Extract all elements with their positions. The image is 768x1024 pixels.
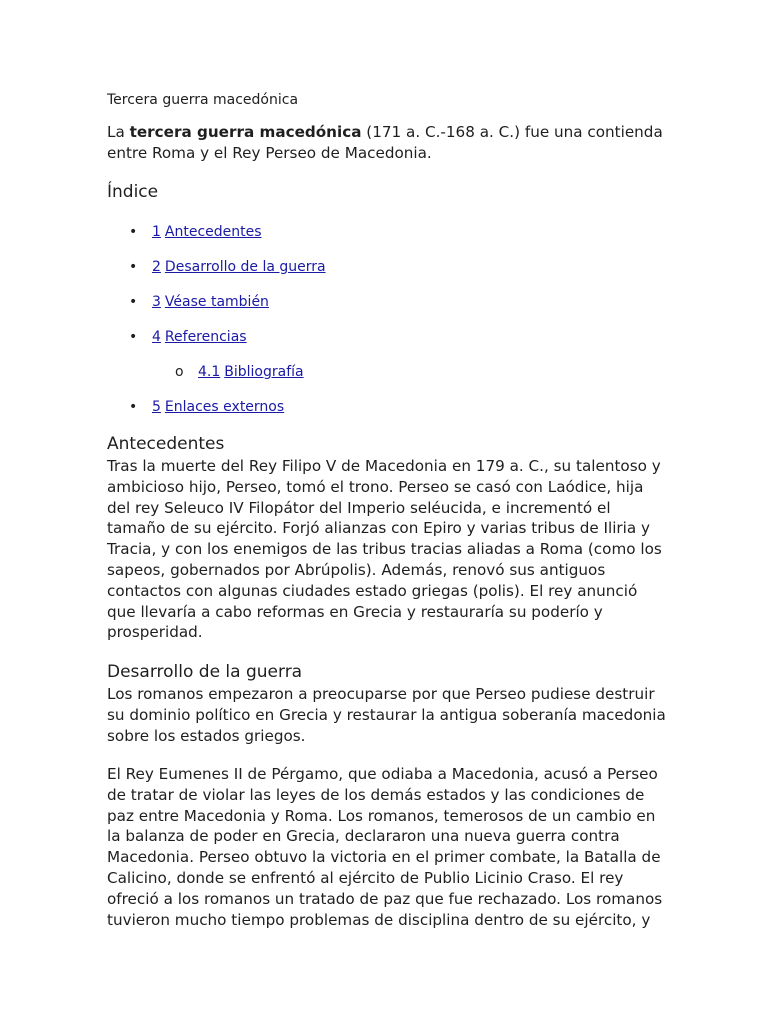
intro-paragraph [107, 122, 667, 164]
toc-item-vease [129, 293, 269, 311]
toc-num-link-4-1[interactable]: 4.1 [198, 364, 221, 380]
bullet-icon: • [129, 329, 138, 345]
toc-link-referencias[interactable]: Referencias [164, 329, 247, 345]
toc-item-antecedentes [129, 223, 262, 241]
intro-prefix: La [107, 123, 130, 141]
paragraph-antecedentes: Tras la muerte del Rey Filipo V de Macedonia en 179 a. C., su talentoso y ambicioso hijo, Perseo, tomó el trono. Perseo se casó con Laódice, hija del rey Seleuco IV Filopátor del Imperio seléucida, e incrementó el tamaño de su ejército. Forjó alianzas con Epiro y varias tribus de Iliria y Tracia, y con los enemigos de las tribus tracias aliadas a Roma (como los sapeos, gobernados por Abrúpolis). Además, renovó sus antiguos contactos con algunas ciudades estado griegas (polis). El rey anunció que llevaría a cabo reformas en Grecia y restauraría su poderío y prosperidad. [107, 457, 662, 642]
toc-link-vease[interactable]: Véase también [164, 294, 269, 310]
toc-heading: Índice [107, 182, 159, 202]
paragraph-desarrollo-2: El Rey Eumenes II de Pérgamo, que odiaba a Macedonia, acusó a Perseo de tratar de violar las leyes de los demás estados y las condiciones de paz entre Macedonia y Roma. Los romanos, temerosos de un cambio en la balanza de poder en Grecia, declararon una nueva guerra contra Macedonia. Perseo obtuvo la victoria en el primer combate, la Batalla de Calicino, donde se enfrentó al ejército de Publio Licinio Craso. El rey ofreció a los romanos un tratado de paz que fue rechazado. Los romanos tuvieron mucho tiempo problemas de disciplina dentro de su ejército, y [107, 765, 663, 929]
toc-num-link-2[interactable]: 2 [152, 259, 161, 275]
toc-link-antecedentes[interactable]: Antecedentes [164, 224, 262, 240]
bullet-icon: • [129, 259, 138, 275]
toc-link-bibliografia[interactable]: Bibliografía [224, 364, 304, 380]
toc-item-bibliografia [175, 363, 304, 381]
bullet-icon: • [129, 294, 138, 310]
paragraph-desarrollo-1: Los romanos empezaron a preocuparse por que Perseo pudiese destruir su dominio político en Grecia y restaurar la antigua soberanía macedonia sobre los estados griegos. [107, 685, 666, 745]
toc-num-link-1[interactable]: 1 [152, 224, 161, 240]
section-heading-desarrollo: Desarrollo de la guerra [107, 662, 303, 682]
intro-bold-term: tercera guerra macedónica [129, 123, 362, 141]
toc-item-referencias [129, 328, 247, 346]
toc-num-link-3[interactable]: 3 [152, 294, 161, 310]
toc-link-desarrollo[interactable]: Desarrollo de la guerra [164, 259, 326, 275]
toc-item-enlaces [129, 398, 285, 416]
document-title: Tercera guerra macedónica [107, 92, 299, 108]
section-heading-antecedentes: Antecedentes [107, 434, 225, 454]
bullet-icon: • [129, 224, 138, 240]
toc-num-link-4[interactable]: 4 [152, 329, 161, 345]
toc-link-enlaces[interactable]: Enlaces externos [164, 399, 285, 415]
toc-item-desarrollo [129, 258, 326, 276]
circle-bullet-icon: o [175, 364, 184, 380]
intro-rest: (171 a. C.-168 a. C.) fue una contienda entre Roma y el Rey Perseo de Macedonia. [107, 123, 663, 162]
bullet-icon: • [129, 399, 138, 415]
toc-num-link-5[interactable]: 5 [152, 399, 161, 415]
